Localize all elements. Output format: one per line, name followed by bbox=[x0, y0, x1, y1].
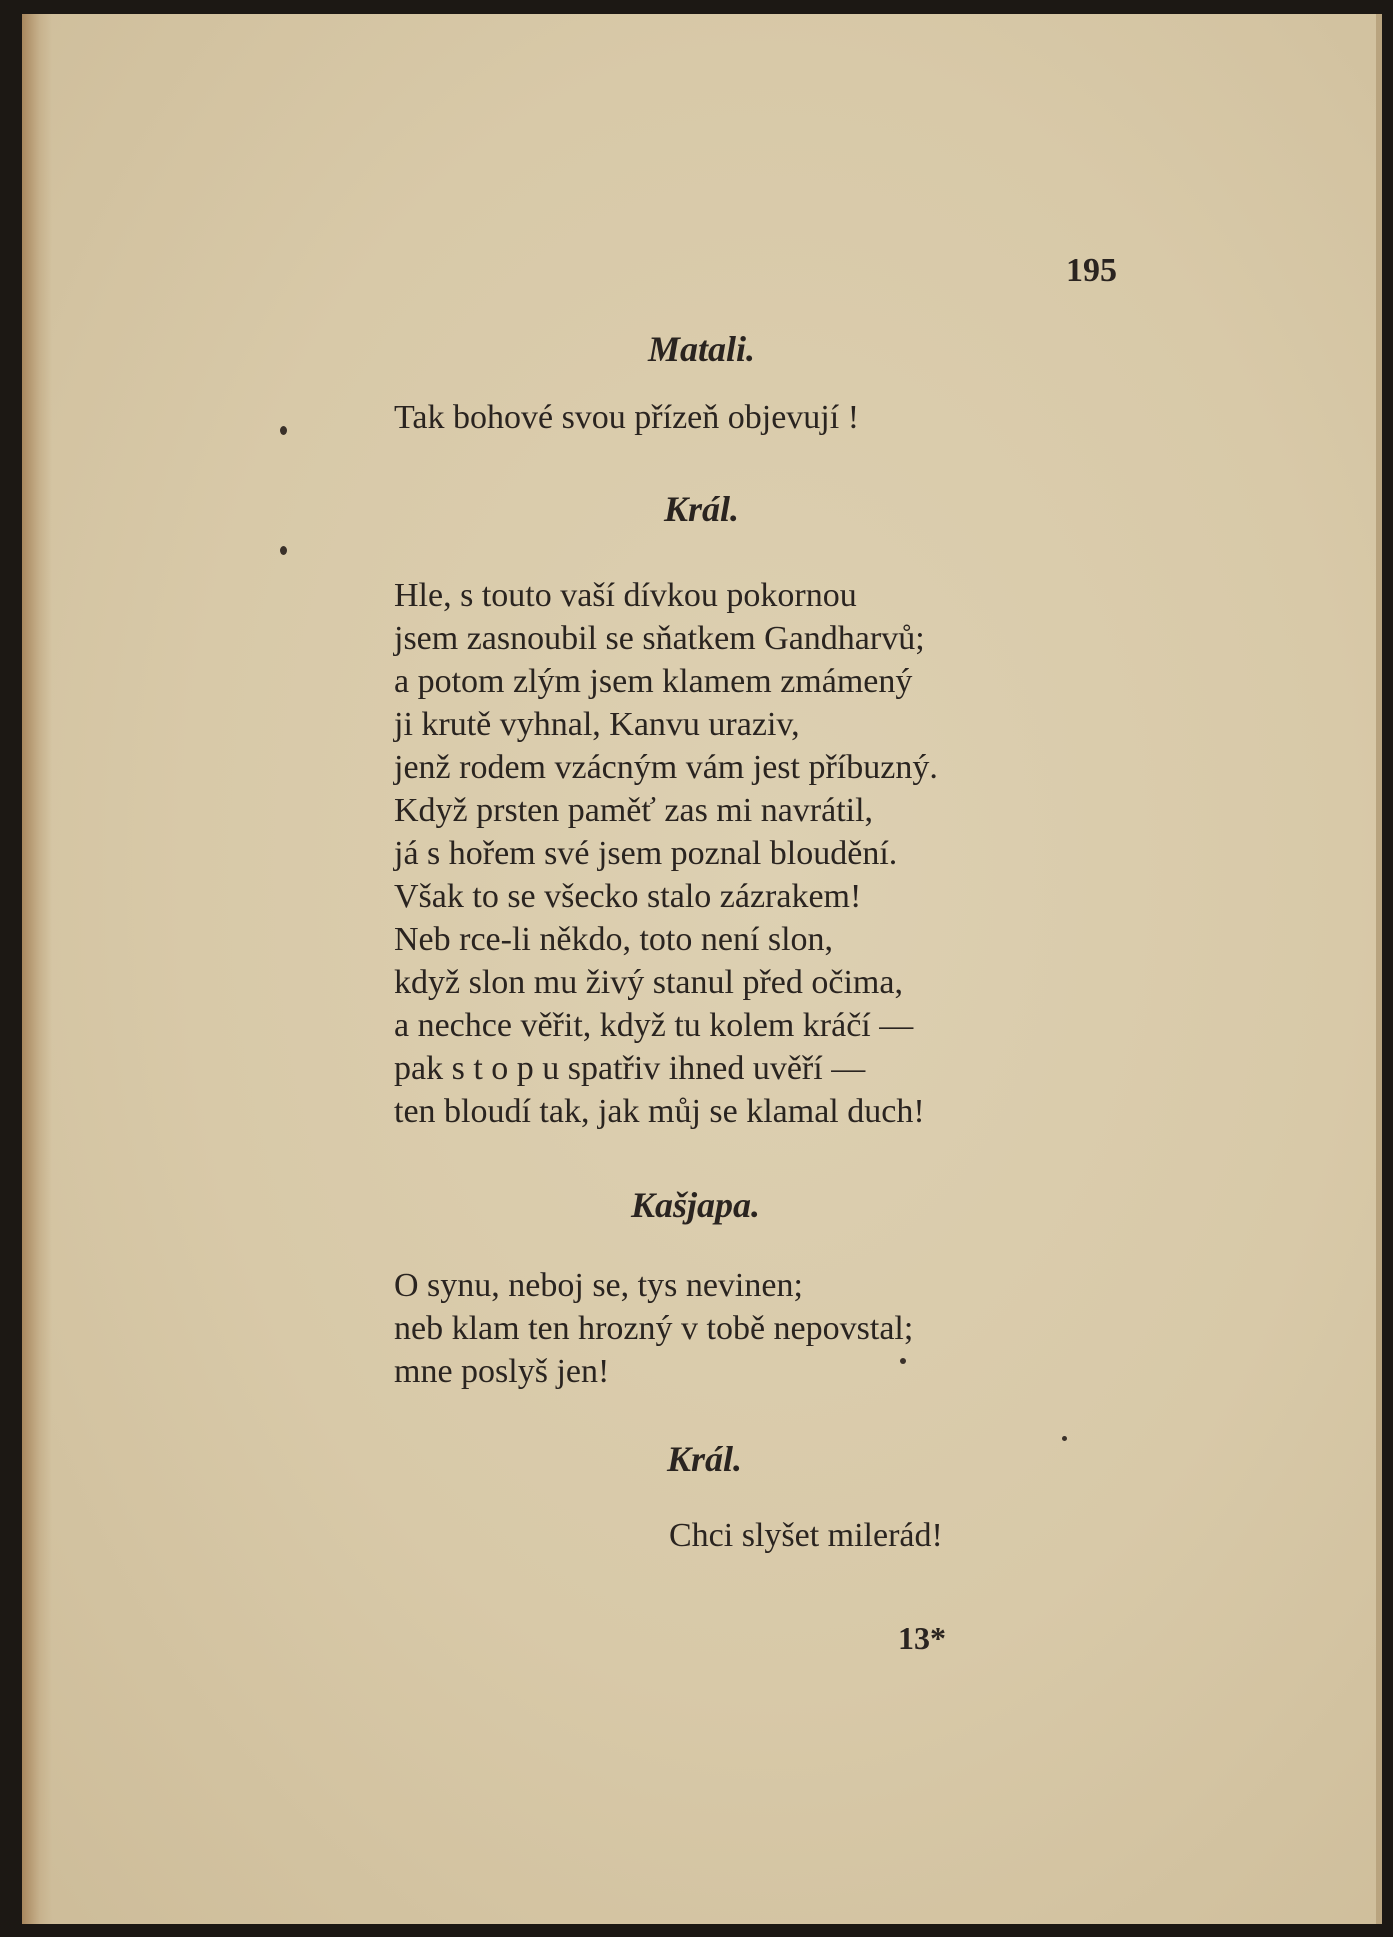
speaker-name: Kašjapa. bbox=[631, 1185, 761, 1225]
verse-line: když slon mu živý stanul před očima, bbox=[394, 964, 903, 1001]
book-page bbox=[22, 14, 1382, 1924]
verse-line: já s hořem své jsem poznal bloudění. bbox=[394, 835, 898, 872]
ink-speck bbox=[280, 546, 287, 555]
verse-line: Chci slyšet milerád! bbox=[669, 1517, 943, 1554]
verse-line: Však to se všecko stalo zázrakem! bbox=[394, 878, 862, 915]
signature-mark: 13* bbox=[898, 1620, 946, 1656]
speaker-name: Matali. bbox=[648, 329, 756, 369]
ink-speck bbox=[280, 426, 287, 435]
speaker-name: Král. bbox=[664, 489, 740, 529]
verse-line: neb klam ten hrozný v tobě nepovstal; bbox=[394, 1310, 914, 1347]
verse-stanza bbox=[394, 1264, 913, 1393]
verse-line: mne poslyš jen! bbox=[394, 1353, 610, 1390]
verse-line: Když prsten paměť zas mi navrátil, bbox=[394, 792, 874, 829]
verse-line: O synu, neboj se, tys nevinen; bbox=[394, 1267, 803, 1304]
verse-stanza bbox=[394, 574, 938, 1133]
verse-line: Neb rce-li někdo, toto není slon, bbox=[394, 921, 834, 958]
page-edge bbox=[1376, 14, 1382, 1924]
verse-line: ji krutě vyhnal, Kanvu uraziv, bbox=[394, 706, 800, 743]
page-number: 195 bbox=[1066, 252, 1117, 289]
verse-line: pak s t o p u spatřiv ihned uvěří — bbox=[394, 1050, 866, 1087]
verse-line: Hle, s touto vaší dívkou pokornou bbox=[394, 577, 857, 614]
verse-line: ten bloudí tak, jak můj se klamal duch! bbox=[394, 1093, 925, 1130]
verse-line: jsem zasnoubil se sňatkem Gandharvů; bbox=[394, 620, 925, 657]
verse-line: Tak bohové svou přízeň objevují ! bbox=[394, 399, 860, 436]
verse-line: a potom zlým jsem klamem zmámený bbox=[394, 663, 913, 700]
ink-speck bbox=[1062, 1436, 1067, 1441]
page-gutter bbox=[22, 14, 52, 1924]
verse-line: a nechce věřit, když tu kolem kráčí — bbox=[394, 1007, 914, 1044]
verse-line: jenž rodem vzácným vám jest příbuzný. bbox=[394, 749, 938, 786]
speaker-name: Král. bbox=[667, 1439, 743, 1479]
